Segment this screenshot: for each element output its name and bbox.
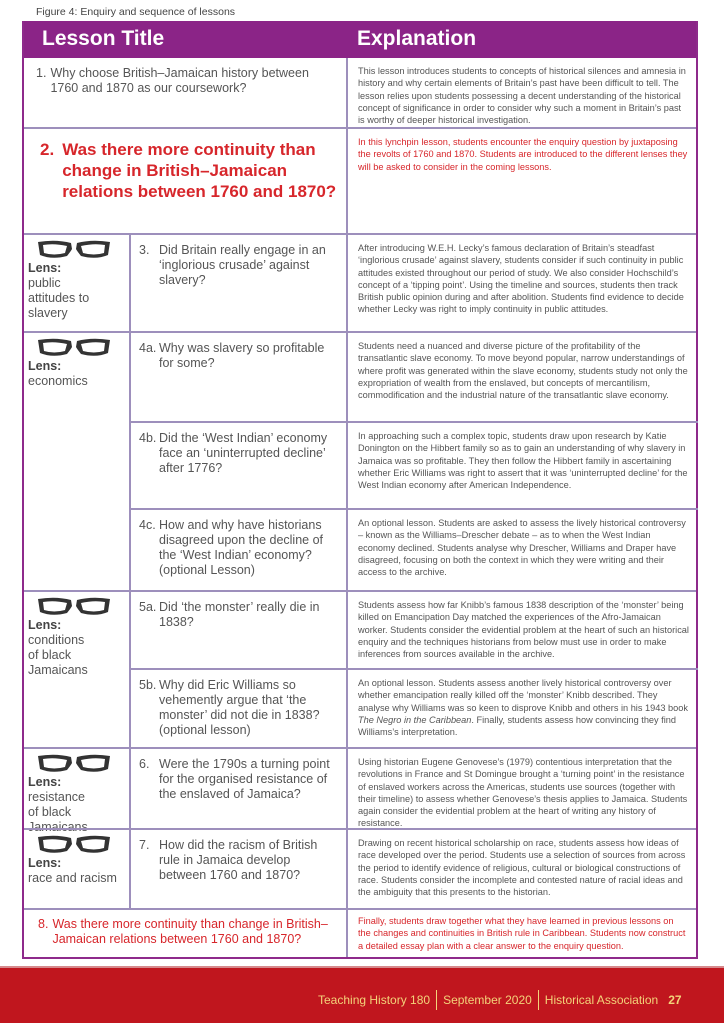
lens-cell xyxy=(24,749,130,834)
glasses-icon xyxy=(36,834,112,856)
lens-label: Lens: xyxy=(28,359,62,373)
lens-group-conditions xyxy=(24,590,696,748)
lesson-title: Did Britain really engage in an ‘inglorious crusade’ against slavery? xyxy=(159,243,326,287)
lesson-explanation: An optional lesson. Students assess another lively historical controversy over whether emancipation really killed off the ‘monster’ Knibb described. They analyse why Williams was so keen to disprove Knibb and others in his 1943 book The Negro in the Caribbean. Finally, students assess how convincing they find Williams’s interpretation. xyxy=(358,678,688,738)
lens-cell xyxy=(24,235,130,332)
header-lesson-title: Lesson Title xyxy=(42,27,165,50)
lens-name: public attitudes to slavery xyxy=(28,276,90,320)
lens-name: conditions of black Jamaicans xyxy=(28,633,88,677)
lesson-explanation: Students need a nuanced and diverse picture of the profitability of the transatlantic slave economy. To move beyond popular, narrow understandings of where profit was generated within the slave economy, students study not only the expropriation of wealth from the enslaved, but concepts of mercantilism, commodification and the industrial nature of the transatlantic slave economy. xyxy=(358,341,688,401)
lens-label: Lens: xyxy=(28,856,62,870)
journal-name: Teaching History 180 xyxy=(318,993,431,1007)
lesson-title: Were the 1790s a turning point for the organised resistance of the enslaved of Jamaica? xyxy=(159,757,330,801)
divider xyxy=(538,990,539,1010)
lens-label: Lens: xyxy=(28,261,62,275)
lesson-explanation: Finally, students draw together what they have learned in previous lessons on the changes and continuities in British rule in Caribbean. Students now construct a detailed essay plan with a clear answer to the enquiry question. xyxy=(358,916,686,951)
lesson-explanation: In this lynchpin lesson, students encounter the enquiry question by juxtaposing the revolts of 1760 and 1870. Students are introduced to the different lenses they will be asked to consider in the coming lessons. xyxy=(358,137,688,172)
lesson-explanation: Drawing on recent historical scholarship on race, students assess how ideas of race developed over the period. Students use a selection of sources from across the period to identify evidence of religious, cultural or biological constructions of race. Students consider the incomplete and contested nature of racial ideas and the ambiguity that this presents to the historian. xyxy=(358,838,686,898)
header-explanation: Explanation xyxy=(357,27,477,50)
table-header xyxy=(24,21,696,58)
lens-group-economics xyxy=(24,331,696,591)
lesson-explanation: Using historian Eugene Genovese’s (1979) contentious interpretation that the revolutions in France and St Domingue brought a ‘turning point’ in the resistance of enslaved workers across the Americas, students use sources (together with their timeline) to assess whether Genovese’s thesis applies to Jamaica. Students again consider the evidential problem at the heart of writing any history of resistance. xyxy=(358,757,688,829)
publisher: Historical Association xyxy=(544,993,659,1007)
lens-name: resistance of black Jamaicans xyxy=(28,790,88,834)
lens-cell xyxy=(24,830,130,909)
table-row: Lens: resistance of black Jamaicans 6. Were the 1790s a turning point for the organised resistance of the enslaved of Jamaica? Using historian Eugene Genovese’s (1979) contentious interpretation that the revolutions in France and St Domingue brought a ‘turning point’ in the resistance of enslaved workers across the Americas, students use sources (together with their timeline) to assess whether Genovese’s thesis applies to Jamaica. Students again consider the evidential problem at the heart of writing any history of resistance. xyxy=(24,747,696,829)
lesson-title: Why choose British–Jamaican history between 1760 and 1870 as our coursework? xyxy=(50,66,309,95)
lesson-explanation: In approaching such a complex topic, students draw upon research by Katie Donington on the Hibbert family so as to gain an understanding of why slavery in Jamaica was so profitable. They then follow the Hibbert family in ascertaining whether Eric Williams was right to assert that it was ‘uninterrupted decline’ for the West Indian economy after American Independence. xyxy=(358,431,688,491)
lesson-explanation: After introducing W.E.H. Lecky’s famous declaration of Britain’s steadfast ‘inglorious crusade’ against slavery, students consider if such continuity in public attitudes existed throughout our period of study. We also consider Hochschild’s concept of a ‘tipping point’. Using the timeline and sources, students then track British public opinion during and after abolition. Students find evidence to decide whether Lecky was right to imply continuity in public attitudes. xyxy=(358,243,684,315)
table-row: 4b. Did the ‘West Indian’ economy face an ‘uninterrupted decline’ after 1776? In approaching such a complex topic, students draw upon research by Katie Donington on the Hibbert family so as to gain an understanding of why slavery in Jamaica was so profitable. They then follow the Hibbert family in ascertaining whether Eric Williams was right to assert that it was ‘uninterrupted decline’ for the West Indian economy after American Independence. xyxy=(131,421,698,509)
lesson-title: Did the ‘West Indian’ economy face an ‘uninterrupted decline’ after 1776? xyxy=(159,431,328,475)
book-title: The Negro in the Caribbean xyxy=(358,714,472,725)
lens-label: Lens: xyxy=(28,618,62,632)
lesson-table xyxy=(22,21,698,959)
table-row: 8. Was there more continuity than change in British–Jamaican relations between 1760 and 1870? Finally, students draw together what they have learned in previous lessons on the changes and continuities in British rule in Caribbean. Students now construct a detailed essay plan with a clear answer to the enquiry question. xyxy=(24,908,696,957)
lesson-explanation: This lesson introduces students to concepts of historical silences and amnesia in history and why certain elements of Britain’s past have been difficult to tell. The lesson relies upon students possessing a decent understanding of the historical concept of significance in order to consider why such a moment in Britain’s past is worthy of deeper historical investigation. xyxy=(358,66,686,126)
lesson-title: How did the racism of British rule in Jamaica develop between 1760 and 1870? xyxy=(159,838,318,882)
table-row: 5b. Why did Eric Williams so vehemently argue that ‘the monster’ did not die in 1838? (optional lesson) An optional lesson. Students assess another lively historical controversy over whether emancipation really killed off the ‘monster’ Knibb described. They analyse why Williams was so keen to disprove Knibb and others in his 1943 book The Negro in the Caribbean. Finally, students assess how convincing they find Williams’s interpretation. xyxy=(131,668,698,750)
table-row: Lens: race and racism 7. How did the racism of British rule in Jamaica develop between 1760 and 1870? Drawing on recent historical scholarship on race, students assess how ideas of race developed over the period. Students use a selection of sources from across the period to identify evidence of religious, cultural or biological constructions of race. Students consider the incomplete and contested nature of racial ideas and the ambiguity that this presents to the historian. xyxy=(24,828,696,909)
lesson-title: Why was slavery so profitable for some? xyxy=(159,341,325,370)
lesson-title: How and why have historians disagreed upon the decline of the ‘West Indian’ economy? (optional Lesson) xyxy=(159,518,324,577)
lens-label: Lens: xyxy=(28,775,62,789)
lens-cell xyxy=(24,592,130,748)
glasses-icon xyxy=(36,337,112,359)
table-row: 1. Why choose British–Jamaican history between 1760 and 1870 as our coursework? This lesson introduces students to concepts of historical silences and amnesia in history and why certain elements of Britain’s past have been difficult to tell. The lesson relies upon students possessing a decent understanding of the historical concept of significance in order to consider why such a moment in Britain’s past is worthy of deeper historical investigation. xyxy=(24,58,696,128)
table-row: 4a. Why was slavery so profitable for some? Students need a nuanced and diverse picture of the profitability of the transatlantic slave economy. To move beyond popular, narrow understandings of where profit was generated within the slave economy, students study not only the expropriation of wealth from the enslaved, but concepts of mercantilism, commodification and the industrial nature of the transatlantic slave economy. xyxy=(131,333,698,422)
table-row: 2. Was there more continuity than change in British–Jamaican relations between 1760 and 1870? In this lynchpin lesson, students encounter the enquiry question by juxtaposing the revolts of 1760 and 1870. Students are introduced to the different lenses they will be asked to consider in the coming lessons. xyxy=(24,127,696,234)
lens-cell xyxy=(24,333,130,591)
lens-name: economics xyxy=(28,374,88,388)
glasses-icon xyxy=(36,753,112,775)
table-row: Lens: public attitudes to slavery 3. Did Britain really engage in an ‘inglorious crusade’ against slavery? After introducing W.E.H. Lecky’s famous declaration of Britain’s steadfast ‘inglorious crusade’ against slavery, students consider if such continuity in public attitudes existed throughout our period of study. We also consider Hochschild’s concept of a ‘tipping point’. Using the timeline and sources, students then track British public opinion during and after abolition. Students find evidence to decide whether Lecky was right to imply continuity in public attitudes. xyxy=(24,233,696,332)
lesson-explanation: Students assess how far Knibb’s famous 1838 description of the ‘monster’ being killed on Emancipation Day matched the experiences of the Afro-Jamaican worker. Students consider the evidential problem at the heart of such an historical enquiry and the techniques historians from below must use in order to make inferences from sources available in the archive. xyxy=(358,600,689,660)
page-number: 27 xyxy=(668,993,682,1007)
table-row: 4c. How and why have historians disagreed upon the decline of the ‘West Indian’ economy? (optional Lesson) An optional lesson. Students are asked to assess the lively historical controversy – known as the Williams–Drescher debate – as to when the West Indian economy declined. Students analyse why Drescher, Williams and Draper have disagreed, focusing on both the context in which they were writing and their access to the archive. xyxy=(131,508,698,593)
table-row: 5a. Did ‘the monster’ really die in 1838? Students assess how far Knibb’s famous 1838 description of the ‘monster’ being killed on Emancipation Day matched the experiences of the Afro-Jamaican worker. Students consider the evidential problem at the heart of such an historical enquiry and the techniques historians from below must use in order to make inferences from sources available in the archive. xyxy=(131,592,698,669)
issue-date: September 2020 xyxy=(443,993,532,1007)
figure-caption: Figure 4: Enquiry and sequence of lessons xyxy=(36,6,236,18)
lesson-title: Did ‘the monster’ really die in 1838? xyxy=(159,600,320,629)
lesson-explanation: An optional lesson. Students are asked to assess the lively historical controversy – known as the Williams–Drescher debate – as to when the West Indian economy declined. Students analyse why Drescher, Williams and Draper have disagreed, focusing on both the context in which they were writing and their access to the archive. xyxy=(358,518,686,578)
enquiry-question: Was there more continuity than change in British–Jamaican relations between 1760 and 1870? xyxy=(52,917,328,946)
enquiry-question: Was there more continuity than change in British–Jamaican relations between 1760 and 1870? xyxy=(62,140,337,201)
lens-name: race and racism xyxy=(28,871,117,885)
divider xyxy=(436,990,437,1010)
glasses-icon xyxy=(36,596,112,618)
page-footer xyxy=(0,966,724,1023)
glasses-icon xyxy=(36,239,112,261)
lesson-title: Why did Eric Williams so vehemently argue that ‘the monster’ did not die in 1838? (optional lesson) xyxy=(159,678,320,737)
